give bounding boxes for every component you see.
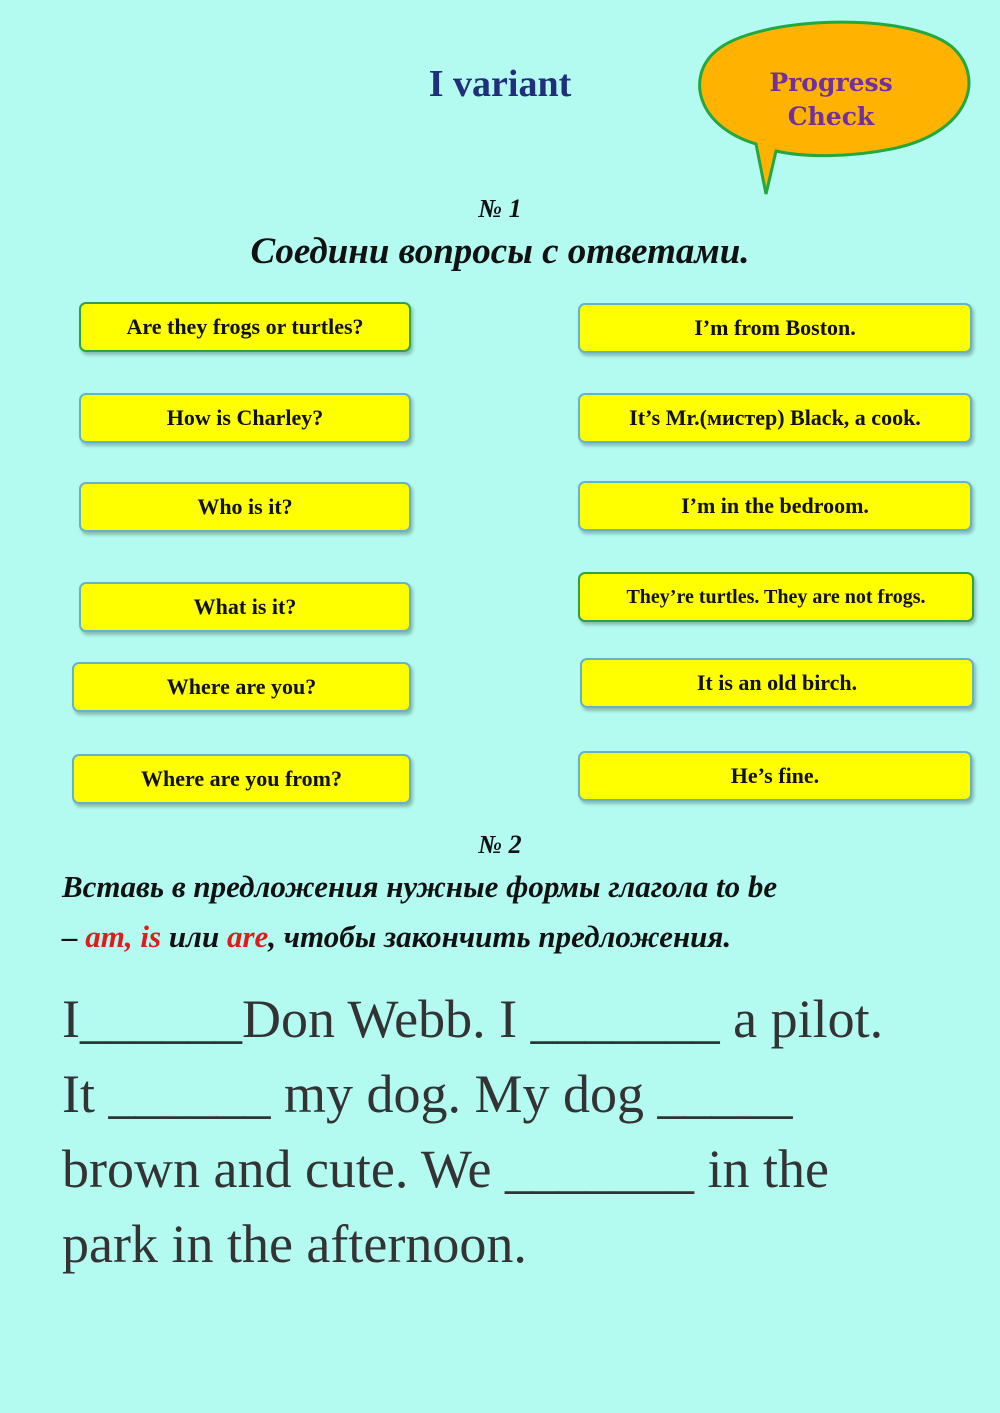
passage-line: It ______ my dog. My dog _____: [62, 1064, 793, 1124]
instruction-dash: –: [62, 919, 86, 954]
answer-card[interactable]: He’s fine.: [578, 751, 972, 801]
form-are: are: [226, 919, 269, 954]
answer-card[interactable]: I’m from Boston.: [578, 303, 972, 353]
answer-card[interactable]: It is an old birch.: [580, 658, 974, 708]
fill-in-passage: [62, 982, 982, 1282]
task1-number: № 1: [478, 194, 522, 223]
word-or: или: [161, 919, 227, 954]
instruction-line2: , чтобы закончить предложения.: [268, 919, 732, 954]
question-card[interactable]: Where are you from?: [72, 754, 411, 804]
task2-number: № 2: [478, 830, 522, 859]
question-card[interactable]: Where are you?: [72, 662, 411, 712]
form-is: is: [140, 919, 162, 954]
badge-line-1: Progress: [769, 68, 893, 97]
passage-line: brown and cute. We _______ in the: [62, 1139, 829, 1199]
instruction-line1: Вставь в предложения нужные формы глагола to be: [62, 869, 778, 904]
answer-card[interactable]: It’s Mr.(мистер) Black, a cook.: [578, 393, 972, 443]
progress-check-badge: [686, 16, 974, 158]
answer-card[interactable]: They’re turtles. They are not frogs.: [578, 572, 974, 622]
form-am: am,: [85, 919, 141, 954]
page-title: I variant: [428, 63, 572, 105]
question-card[interactable]: Are they frogs or turtles?: [79, 302, 411, 352]
passage-line: park in the afternoon.: [62, 1214, 527, 1274]
answer-card[interactable]: I’m in the bedroom.: [578, 481, 972, 531]
question-card[interactable]: How is Charley?: [79, 393, 411, 443]
question-card[interactable]: What is it?: [79, 582, 411, 632]
question-card[interactable]: Who is it?: [79, 482, 411, 532]
task1-instruction: Соедини вопросы с ответами.: [250, 231, 750, 272]
passage-line: I______Don Webb. I _______ a pilot.: [62, 989, 884, 1049]
task2-instruction: [62, 862, 962, 962]
badge-line-2: Check: [787, 102, 875, 131]
